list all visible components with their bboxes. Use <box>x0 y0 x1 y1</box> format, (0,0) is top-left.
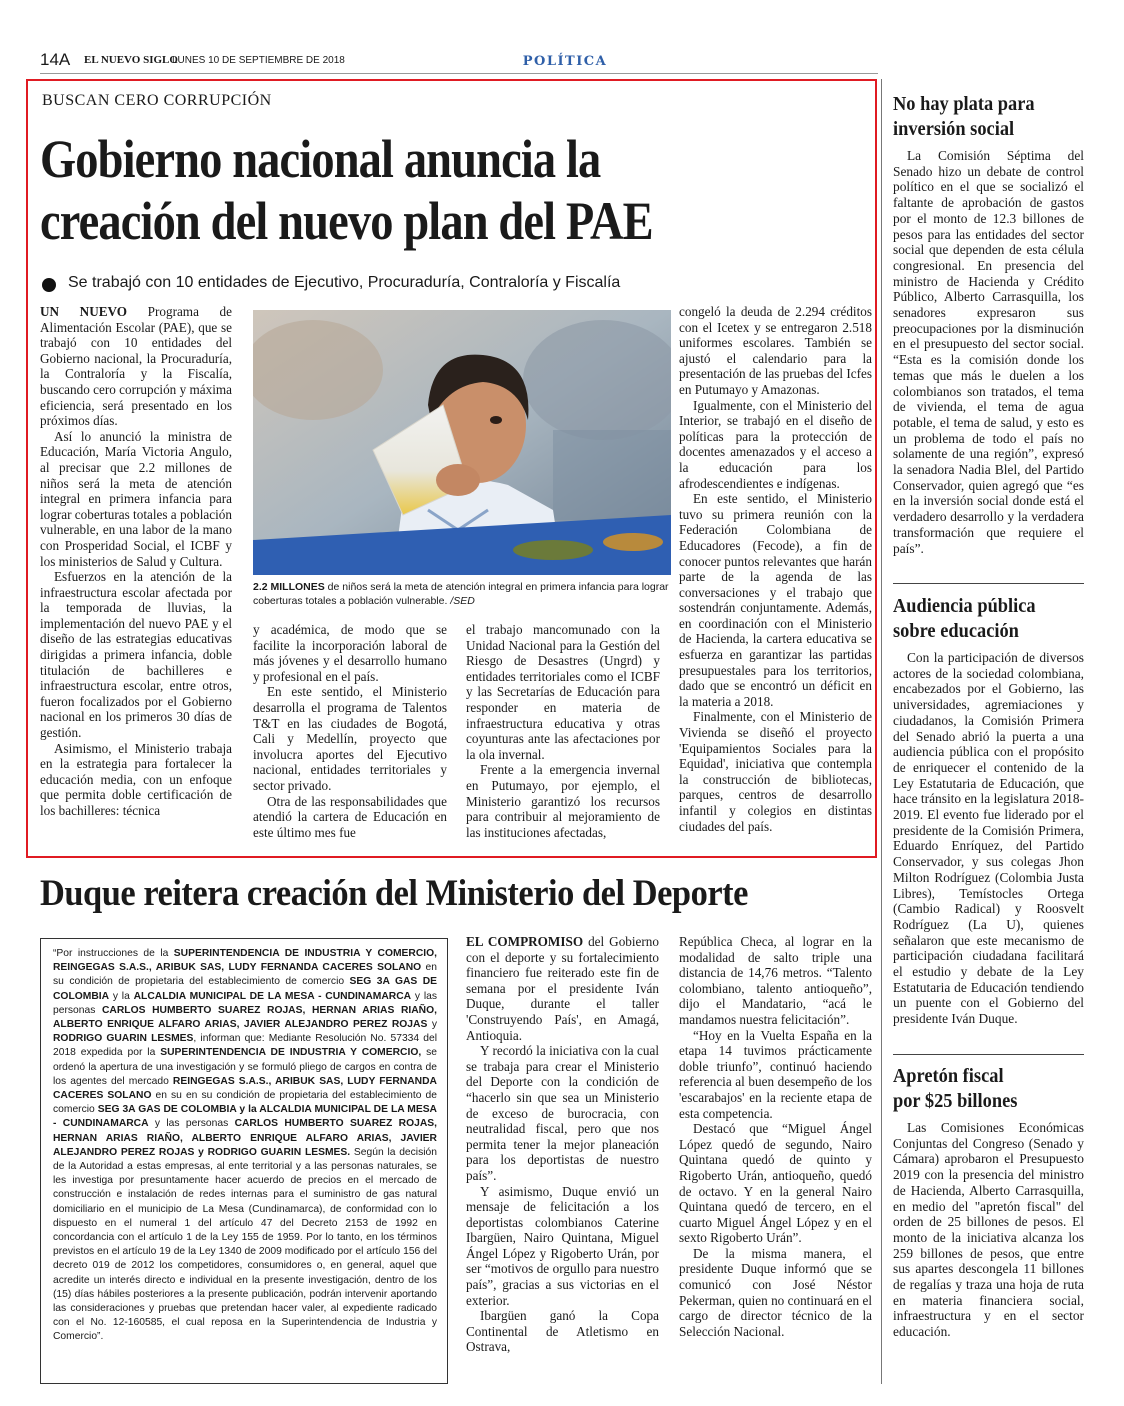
sidebar-story-3-title <box>893 1064 1077 1114</box>
paragraph: Frente a la emergencia invernal en Putumayo, por ejemplo, el Ministerio garantizó los recursos para contribuir al mejoramiento de las instituciones afectadas, <box>466 762 660 840</box>
paragraph: y académica, de modo que se facilite la incorporación laboral de más jóvenes y el desarrollo humano y profesional en el país. <box>253 622 447 684</box>
paragraph: Otra de las responsabilidades que atendió la cartera de Educación en este último mes fue <box>253 793 447 840</box>
notice-text: y <box>427 1019 437 1031</box>
caption-lead: 2.2 MILLONES <box>253 581 325 593</box>
paragraph: Así lo anunció la ministra de Educación, María Victoria Angulo, al precisar que 2.2 millones de niños será la meta de atención integral en primera infancia para lograr coberturas totales a población vulnerable, en una labor de la mano con Prosperidad Social, el ICBF y los ministerios de Salud y Cultura. <box>40 428 232 569</box>
sidebar-rule <box>893 1054 1084 1055</box>
headline-line-2: creación del nuevo plan del PAE <box>40 191 653 251</box>
paragraph: En este sentido, el Ministerio desarrolla el programa de Talentos T&T en las ciudades de Bogotá, Cali y Medellín, proyecto que involucra aportes del Ejecutivo nacional, entidades territoriales y sector privado. <box>253 684 447 793</box>
article-headline <box>40 128 745 252</box>
article-column-1 <box>40 304 232 819</box>
paragraph: En este sentido, el Ministerio tuvo su primera reunión con la Federación Colombiana de Educadores (Fecode), a fin de conocer puntos relevantes que harán parte de la agenda de las conversaciones y el trabajo que sostendrán conjuntamente. Además, en coordinación con el Ministerio de Hacienda, la cartera educativa se esfuerza en garantizar las partidas presupuestales para los territorios, dado que se encontró un déficit en la materia a 2018. <box>679 491 872 709</box>
sidebar-story-1-title <box>893 92 1077 142</box>
lead-in: EL COMPROMISO <box>466 934 584 949</box>
notice-text: “Por instrucciones de la <box>53 948 174 959</box>
child-drinking-photo <box>253 310 671 575</box>
notice-text: y las personas <box>148 1118 235 1130</box>
newspaper-brand: EL NUEVO SIGLO <box>84 54 178 66</box>
bullet-icon <box>42 278 56 292</box>
paragraph: “Hoy en la Vuelta España en la etapa 14 tuvimos prácticamente doble triunfo”, continuó haciendo referencia al buen desempeño de los 'escarabajos' en la reciente etapa de esta competencia. <box>679 1027 872 1121</box>
notice-text: y la <box>109 990 134 1002</box>
notice-bold: SUPERINTENDENCIA DE INDUSTRIA Y COMERCIO, REINGEGAS S.A.S., ARIBUK SAS, LUDY FERNANDA CACERES SOLANO <box>53 948 437 974</box>
notice-bold: SEG 3A GAS DE COLOMBIA y la ALCALDIA MUNICIPAL DE LA MESA - CUNDINAMARCA <box>53 1104 437 1130</box>
paragraph: Con la participación de diversos actores de la sociedad colombiana, encabezados por el Gobierno, las universidades, agremiaciones y ciudadanos, la Comisión Primera del Senado abrió la puerta a una audiencia pública con el propósito de enriquecer el contenido de la Ley Estatutaria de Educación, que hace tránsito en la legislatura 2018-2019. El evento fue liderado por el presidente de la Comisión Primera, Eduardo Enríquez, del Partido Conservador, y sus colegas Jhon Milton Rodríguez (Colombia Justa Libres), Temístocles Ortega (Cambio Radical) y Roosvelt Rodríguez (La U), quienes señalaron que este mecanismo de participación ciudadana facilitará el estudio y debate de la Ley Estatutaria de Educación tendiendo un puente con el Gobierno del presidente Iván Duque. <box>893 650 1084 1027</box>
paragraph: Igualmente, con el Ministerio del Interior, se trabajó en el diseño de políticas para la protección de docentes amenazados y el acceso a la educación para los afrodescendientes e indígenas. <box>679 397 872 491</box>
page-number: 14A <box>40 50 71 69</box>
notice-bold: SEG 3A GAS DE COLOMBIA <box>53 976 437 1002</box>
article-column-3 <box>466 622 660 840</box>
notice-bold: SUPERINTENDENCIA DE INDUSTRIA Y COMERCIO, <box>160 1047 422 1059</box>
section-title: POLÍTICA <box>522 54 608 69</box>
notice-bold: CARLOS HUMBERTO SUAREZ ROJAS, HERNAN ARIAS RIAÑO, ALBERTO ENRIQUE ALFARO ARIAS, JAVIER ALEJANDRO PEREZ ROJAS <box>53 1004 437 1031</box>
article-photo <box>253 310 671 575</box>
notice-bold: CARLOS HUMBERTO SUAREZ ROJAS, HERNAN ARIAS RIAÑO, ALBERTO ENRIQUE ALFARO ARIAS, JAVIER ALEJANDRO PEREZ ROJAS y RODRIGO GUARIN LESMES. <box>53 1118 437 1158</box>
paragraph: Asimismo, el Ministerio trabaja en la estrategia para fortalecer la educación media, con un enfoque que permita doble certificación de los bachilleres: técnica <box>40 740 232 818</box>
title-line: por $25 billones <box>893 1090 1018 1112</box>
notice-bold: REINGEGAS S.A.S., ARIBUK SAS, LUDY FERNANDA CACERES SOLANO <box>53 1075 437 1102</box>
notice-text: Según la decisión de la Autoridad a estas empresas, al ente territorial y a las personas naturales, se les investiga por presuntamente hacer acuerdo de precios en el mercado de construcción e instalación de redes internas para el suministro de gas natural domiciliario en el municipio de La Mesa (Cundinamarca), de conformidad con lo dispuesto en el numeral 1 del artículo 47 del Decreto 2153 de 1992 en concordancia con el artículo 1 de la Ley 155 de 1959. Por lo tanto, en los términos previstos en el artículo 19 de la Ley 1340 de 2009 modificado por el artículo 156 del decreto 019 de 2012 los competidores, consumidores o, en general, aquel que acredite un interés directo e individual en la presente investigación, dentro de los (15) días hábiles posteriores a la presente publicación, podrán intervenir aportando las consideraciones y pruebas que pretendan hacer valer, al expediente radicado con el No. 12-160585, el cual reposa en la Superintendencia de Industria y Comercio”. <box>53 1146 437 1343</box>
second-article-column-1 <box>466 934 659 1355</box>
title-line: sobre educación <box>893 620 1019 642</box>
notice-text: en su condición de propietaria del establecimiento de comercio <box>53 962 437 988</box>
notice-text: se ordenó la apertura de una investigación y se formuló pliego de cargos en contra de los agentes del mercado <box>53 1047 438 1087</box>
headline-line-1: Gobierno nacional anuncia la <box>40 129 601 189</box>
paragraph: Y asimismo, Duque envió un mensaje de felicitación a los deportistas colombianos Caterine Ibargüen, Nairo Quintana, Miguel Ángel López y Rigoberto Urán, por ser “motivos de orgullo para nuestro país”, gracias a sus victorias en el exterior. <box>466 1183 659 1308</box>
sidebar-story-3-text <box>893 1120 1084 1340</box>
second-article-headline: Duque reitera creación del Ministerio del Deporte <box>40 873 748 914</box>
notice-text: y las personas <box>53 990 437 1016</box>
paragraph: Y recordó la iniciativa con la cual se trabaja para crear el Ministerio del Deporte con la condición de “hacerlo sin que sea un Ministerio de exceso de burocracia, con neutralidad fiscal, pero que nos permita tener la mejor planeación para los deportistas de nuestro país”. <box>466 1043 659 1183</box>
second-article-column-2 <box>679 934 872 1339</box>
header-rule <box>40 73 878 74</box>
title-line: No hay plata para <box>893 93 1035 115</box>
paragraph: del Gobierno con el deporte y su fortalecimiento financiero fue reiterado este fin de semana por el presidente Iván Duque, durante el taller 'Construyendo País', en Amagá, Antioquia. <box>466 934 659 1043</box>
legal-notice <box>40 938 448 1384</box>
article-column-2 <box>253 622 447 840</box>
paragraph: Finalmente, con el Ministerio de Vivienda se diseñó el proyecto 'Equipamientos Sociales para la Equidad', iniciativa que contempla la construcción de bibliotecas, parques, centros de desarrollo infantil y colegios en distintas ciudades del país. <box>679 709 872 834</box>
article-column-4 <box>679 304 872 834</box>
paragraph: congeló la deuda de 2.294 créditos con el Icetex y se entregaron 2.518 uniformes escolares. También se ajustó el calendario para la presentación de las pruebas del Icfes en Putumayo y Amazonas. <box>679 304 872 397</box>
paragraph: De la misma manera, el presidente Duque informó que se comunicó con José Néstor Pekerman, quien no continuará en el cargo de director técnico de la Selección Nacional. <box>679 1245 872 1339</box>
notice-bold: ALCALDIA MUNICIPAL DE LA MESA - CUNDINAMARCA <box>133 990 412 1002</box>
title-line: Apretón fiscal <box>893 1065 1004 1087</box>
title-line: Audiencia pública <box>893 595 1036 617</box>
title-line: inversión social <box>893 118 1015 140</box>
paragraph: el trabajo mancomunado con la Unidad Nacional para la Gestión del Riesgo de Desastres (Ungrd) y entidades territoriales como el ICBF y las Secretarías de Educación para responder en materia de infraestructura educativa y otras coyunturas ante las afectaciones por la ola invernal. <box>466 622 660 762</box>
paragraph: La Comisión Séptima del Senado hizo un debate de control político en el que se socializó el faltante de aprobación de gastos por el monto de 12.3 billones de pesos para las entidades del sector social que dependen de esta célula congresional. En presencia del ministro de Hacienda y Crédito Público, Alberto Carrasquilla, los senadores expresaron sus preocupaciones por la disminución en el presupuesto del sector social. “Esta es la comisión donde los temas que más le duelen a los colombianos son tratados, el tema de vivienda, el tema de agua potable, el tema de salud, y esto es un problema de todo el país no solamente de una región”, expresó la senadora Nadia Blel, del Partido Conservador, quien agregó que “es en la inversión social donde está el verdadero desarrollo y la verdadera transformación que requiere el país”. <box>893 148 1084 556</box>
article-kicker: BUSCAN CERO CORRUPCIÓN <box>42 92 272 109</box>
sidebar-story-2-title <box>893 594 1077 644</box>
article-subhead: Se trabajó con 10 entidades de Ejecutivo, Procuraduría, Contraloría y Fiscalía <box>68 274 621 291</box>
sidebar-rule <box>893 583 1084 584</box>
sidebar-story-2-text <box>893 650 1084 1027</box>
notice-text: , informan que: Mediante Resolución No. 57334 del 2018 expedida por la <box>53 1033 438 1059</box>
photo-caption <box>253 580 671 608</box>
notice-text: en su en su condición de propietaria del establecimiento de comercio <box>53 1090 437 1116</box>
lead-in: UN NUEVO <box>40 304 128 319</box>
paragraph: República Checa, al lograr en la modalidad de salto triple una distancia de 14,76 metros. “Talento colombiano, talento antioqueño”, dijo el Mandatario, “acá le mandamos nuestra felicitación”. <box>679 934 872 1027</box>
publication-date: LUNES 10 DE SEPTIEMBRE DE 2018 <box>172 55 345 66</box>
notice-bold: RODRIGO GUARIN LESMES <box>53 1033 194 1045</box>
photo-credit: /SED <box>450 595 475 607</box>
paragraph: Destacó que “Miguel Ángel López quedó de segundo, Nairo Quintana quedó de quinto y Rigoberto Urán, antioqueño, quedó de octavo. Y en la general Nairo Quintana quedó de tercero, en el cuarto Miguel Ángel López y en el sexto Rigoberto Urán”. <box>679 1121 872 1246</box>
sidebar-story-1-text <box>893 148 1084 556</box>
paragraph: Programa de Alimentación Escolar (PAE), que se trabajó con 10 entidades del Gobierno nacional, la Procuraduría, la Contraloría y la Fiscalía, buscando cero corrupción y máxima eficiencia, será presentado en los próximos días. <box>40 304 232 429</box>
paragraph: Ibargüen ganó la Copa Continental de Atletismo en Ostrava, <box>466 1308 659 1355</box>
caption-text: de niños será la meta de atención integral en primera infancia para lograr coberturas totales a población vulnerable. <box>253 581 669 607</box>
paragraph: Esfuerzos en la atención de la infraestructura escolar afectada por la temporada de lluvias, la implementación del nuevo PAE y el diseño de las estrategias educativas dirigidas a primera infancia, doble titulación de bachilleres e infraestructura escolar, entre otros, fueron focalizados por el Gobierno nacional en los primeros 30 días de gestión. <box>40 569 232 741</box>
paragraph: Las Comisiones Económicas Conjuntas del Congreso (Senado y Cámara) aprobaron el Presupuesto 2019 con la presencia del ministro de Hacienda, Alberto Carrasquilla, en medio del "apretón fiscal" del orden de 25 billones de pesos. El monto de la iniciativa alcanza los 259 billones de pesos, que entre sus apartes descongela 11 billones de regalías y traza una hoja de ruta en materia financiera social, infraestructura y en el sector educación. <box>893 1120 1084 1340</box>
column-divider <box>881 79 882 1384</box>
